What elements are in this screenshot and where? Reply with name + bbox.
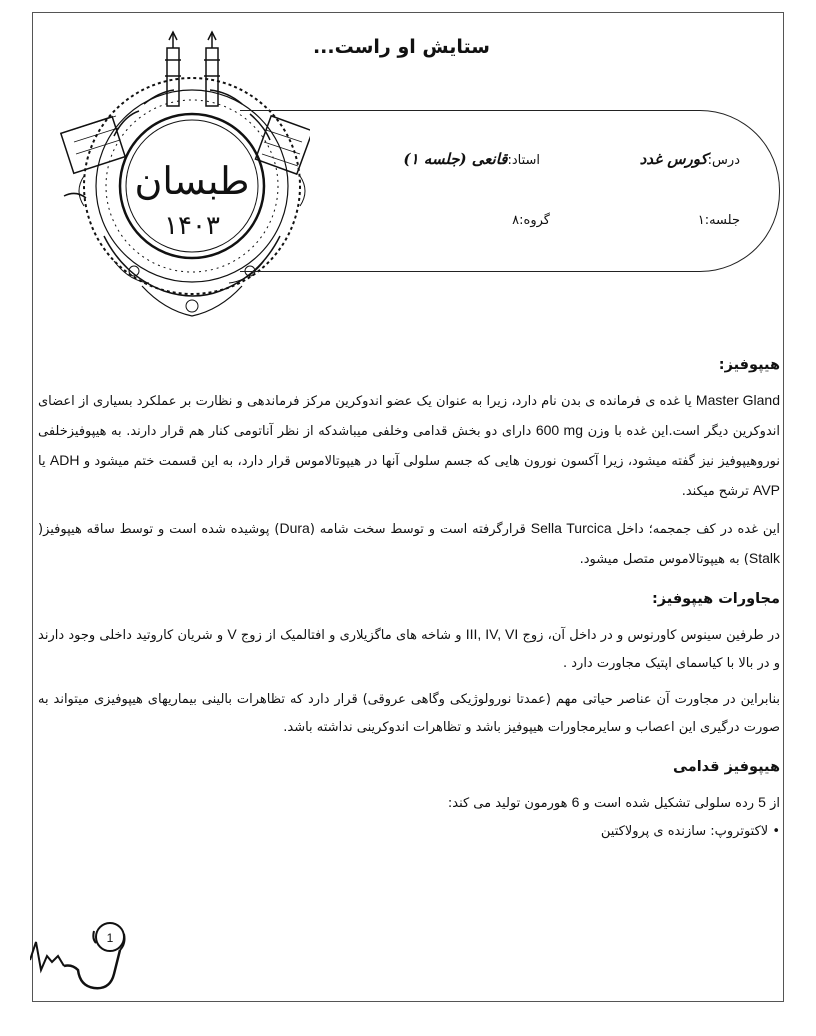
section-heading-anterior-pituitary: هیپوفیز قدامی [673, 759, 780, 775]
paragraph-master-gland [38, 386, 780, 506]
teacher-value: قانعی (جلسه ۱) [403, 150, 508, 168]
latin-term: Sella Turcica [530, 520, 612, 536]
list-item-lactotroph: • لاکتوتروپ: سازنده ی پرولاکتین [600, 824, 780, 839]
text-run: ) پوشیده شده است و توسط ساقه هیپوفیز( [38, 522, 280, 537]
course-field [600, 150, 740, 168]
course-label: درس: [707, 153, 740, 168]
latin-term: 600 mg [535, 422, 583, 438]
text-run: رده سلولی تشکیل شده است و [579, 796, 759, 811]
group-label: گروه: [519, 213, 550, 228]
text-run: و شریان کاروتید داخلی وجود دارند و در بالا با کیاسمای اپتیک مجاورت دارد . [38, 628, 780, 671]
section-heading-pituitary: هیپوفیز: [718, 357, 780, 373]
latin-term: V [227, 626, 237, 642]
group-field [470, 213, 550, 228]
stethoscope-icon [30, 915, 140, 995]
text-run: بنابراین در مجاورت آن عناصر حیاتی مهم (عمدتا نورولوژیکی وگاهی عروقی) قرار دارد که تظاهرات بالینی بیماریهای هیپوفیزی میتواند به صورت درگیری این اعصاب و سایرمجاورات هیپوفیز باشد و تظاهرات اندوکرینی نداشته باشد. [38, 692, 780, 735]
page-number: 1 [106, 931, 114, 945]
text-run: ترشح میکند. [681, 484, 754, 499]
course-value: کورس غدد [639, 150, 708, 168]
latin-term: Stalk [748, 550, 780, 566]
emblem-year: ۱۴۰۳ [164, 211, 220, 241]
text-run: و شاخه های ماگزیلاری و افتالمیک از زوج [236, 628, 466, 643]
latin-term: Master Gland [695, 392, 780, 408]
latin-term: 5 [758, 794, 766, 810]
text-run: این غده در کف جمجمه؛ داخل [611, 522, 780, 537]
paragraph-relations [38, 620, 780, 678]
text-run: قرارگرفته است و توسط سخت شامه ( [309, 522, 531, 537]
course-info-box [240, 110, 780, 272]
session-label: جلسه: [704, 213, 740, 228]
teacher-label: استاد: [507, 153, 540, 168]
text-run: ) به هیپوتالاموس متصل میشود. [579, 552, 749, 567]
latin-term: 6 [571, 794, 580, 810]
latin-term: III, IV, VI [465, 626, 519, 642]
text-run: در طرفین سینوس کاورنوس و در داخل آن، زوج [518, 628, 780, 643]
text-run: از [765, 796, 780, 811]
text-run: دارای دو بخش قدامی وخلفی میباشدکه از نظر آناتومی کنار هم قرار دارند. به هیپوفیزخلفی نوروهیپوفیز نیز گفته میشود، زیرا آکسون نورون هایی که جسم سلولی آنها در هیپوتالاموس قرار دارد، به این قسمت ختم میشود و [38, 424, 780, 469]
document-body [38, 352, 780, 846]
teacher-field [403, 150, 540, 168]
group-value: ۸ [512, 213, 520, 228]
session-field [650, 213, 740, 228]
session-value: ۱ [697, 213, 705, 228]
page-title: ستایش او راست... [312, 36, 490, 58]
section-heading-relations: مجاورات هیپوفیز: [651, 591, 780, 607]
paragraph-clinical [38, 686, 780, 742]
text-run: هورمون تولید می کند: [447, 796, 572, 811]
latin-term: ADH [49, 452, 80, 468]
latin-term: Dura [279, 520, 310, 536]
text-run: یا [38, 454, 50, 469]
emblem-word: طبسان [134, 159, 250, 203]
paragraph-location [38, 514, 780, 574]
text-run: یا غده ی فرمانده ی بدن نام دارد، زیرا به عنوان یک عضو اندوکرین مرکز فرماندهی و نظارت بر عملکرد بسیاری از اعضای اندوکرین دیگر است.این غده با وزن [38, 394, 781, 439]
paragraph-cell-lines [38, 788, 780, 818]
latin-term: AVP [753, 482, 780, 498]
